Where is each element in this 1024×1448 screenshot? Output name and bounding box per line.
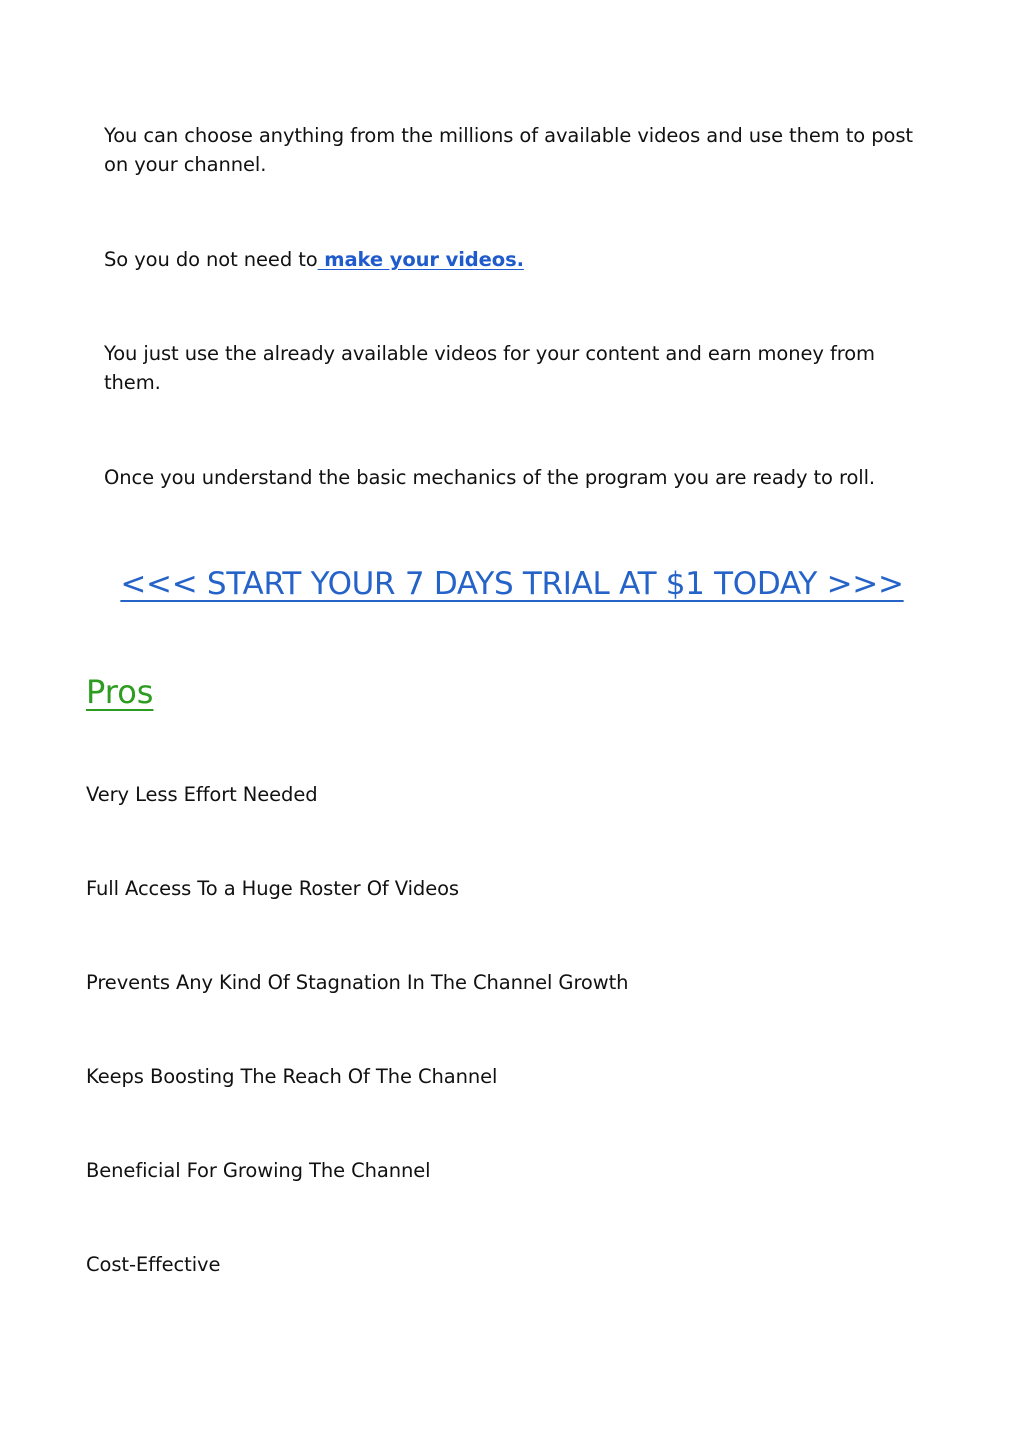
paragraph-use-available: You just use the already available videos for your content and earn money from them. [104, 342, 875, 394]
make-your-videos-link[interactable]: make your videos. [317, 248, 524, 271]
pro-item: Beneficial For Growing The Channel [86, 1159, 431, 1182]
pros-heading: Pros [86, 673, 154, 711]
paragraph-mechanics: Once you understand the basic mechanics of the program you are ready to roll. [104, 466, 876, 489]
pro-item: Full Access To a Huge Roster Of Videos [86, 877, 459, 900]
pro-item: Very Less Effort Needed [86, 783, 318, 806]
paragraph-no-need-text: So you do not need to [104, 248, 318, 271]
cta-container [0, 563, 1024, 605]
paragraph-no-need [104, 245, 934, 274]
pro-item: Cost-Effective [86, 1253, 221, 1276]
pro-item: Keeps Boosting The Reach Of The Channel [86, 1065, 498, 1088]
start-trial-link[interactable]: <<< START YOUR 7 DAYS TRIAL AT $1 TODAY >>> [120, 566, 904, 602]
pro-item: Prevents Any Kind Of Stagnation In The Channel Growth [86, 971, 629, 994]
paragraph-choose-videos: You can choose anything from the millions of available videos and use them to post on your channel. [104, 124, 913, 176]
